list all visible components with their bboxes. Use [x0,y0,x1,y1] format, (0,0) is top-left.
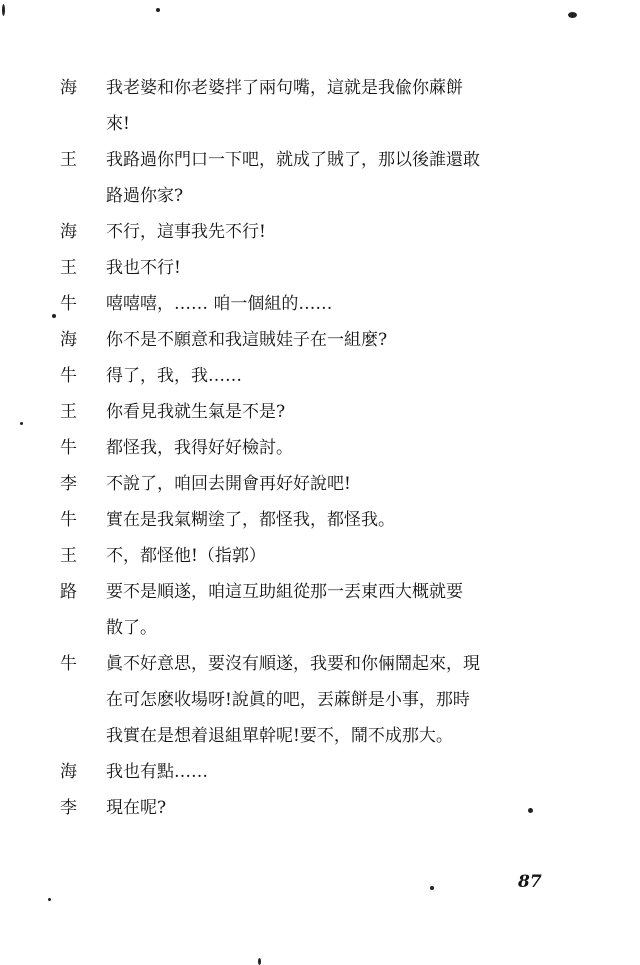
scan-speck [258,958,261,965]
dialogue-line [60,430,580,466]
speaker-label: 海 [60,330,77,350]
speaker-label: 王 [60,402,77,422]
scan-speck [156,8,160,12]
dialogue-text: 我老婆和你老婆拌了兩句嘴，這就是我偸你蔴餅 來! [106,78,463,134]
dialogue-line [60,214,580,250]
dialogue-line [60,538,580,574]
dialogue-line [60,70,580,142]
dialogue-text: 我路過你門口一下吧，就成了賊了，那以後誰還敢 路過你家? [106,150,480,206]
dialogue-text: 要不是順遂，咱這互助組從那一丟東西大概就要 散了。 [106,582,463,638]
dialogue-text: 我也有點…… [106,762,208,782]
scan-speck [48,898,51,901]
scan-speck [52,314,56,318]
dialogue-line [60,322,580,358]
dialogue-text: 不，都怪他!（指郭） [106,546,266,566]
dialogue-line [60,790,580,826]
scan-speck [568,12,577,18]
dialogue-text: 嘻嘻嘻，…… 咱一個組的…… [106,294,333,314]
dialogue-text: 實在是我氣糊塗了，都怪我，都怪我。 [106,510,395,530]
dialogue-line [60,250,580,286]
dialogue-text: 你看見我就生氣是不是? [106,402,286,422]
dialogue-line [60,574,580,646]
dialogue-text: 我也不行! [106,258,181,278]
dialogue-text: 得了，我，我…… [106,366,242,386]
speaker-label: 海 [60,762,77,782]
speaker-label: 王 [60,150,77,170]
speaker-label: 路 [60,582,77,602]
speaker-label: 王 [60,258,77,278]
dialogue-text: 你不是不願意和我這賊娃子在一組麼? [106,330,388,350]
dialogue-line [60,142,580,214]
dialogue-line [60,286,580,322]
speaker-label: 牛 [60,510,77,530]
dialogue-text: 都怪我，我得好好檢討。 [106,438,293,458]
dialogue-line [60,646,580,754]
dialogue-text: 不行，這事我先不行! [106,222,266,242]
scan-speck [20,422,23,425]
speaker-label: 牛 [60,366,77,386]
scan-speck [2,4,5,16]
dialogue-line [60,394,580,430]
dialogue-text: 眞不好意思，要沒有順遂，我要和你倆鬧起來，現 在可怎麽收場呀!說眞的吧，丟蔴餅是小事，那時 我實在是想着退組單幹呢!要不，鬧不成那大。 [106,654,480,746]
speaker-label: 牛 [60,438,77,458]
dialogue-text: 不說了，咱回去開會再好好說吧! [106,474,351,494]
speaker-label: 海 [60,222,77,242]
scan-speck [430,886,434,890]
speaker-label: 李 [60,474,77,494]
speaker-label: 李 [60,798,77,818]
speaker-label: 王 [60,546,77,566]
speaker-label: 海 [60,78,77,98]
speaker-label: 牛 [60,294,77,314]
dialogue-line [60,502,580,538]
dialogue-line [60,466,580,502]
scan-speck [528,808,533,813]
speaker-label: 牛 [60,654,77,674]
dialogue-text: 現在呢? [106,798,167,818]
dialogue-block [60,70,580,826]
dialogue-line [60,358,580,394]
dialogue-line [60,754,580,790]
page-number: 87 [518,872,542,892]
